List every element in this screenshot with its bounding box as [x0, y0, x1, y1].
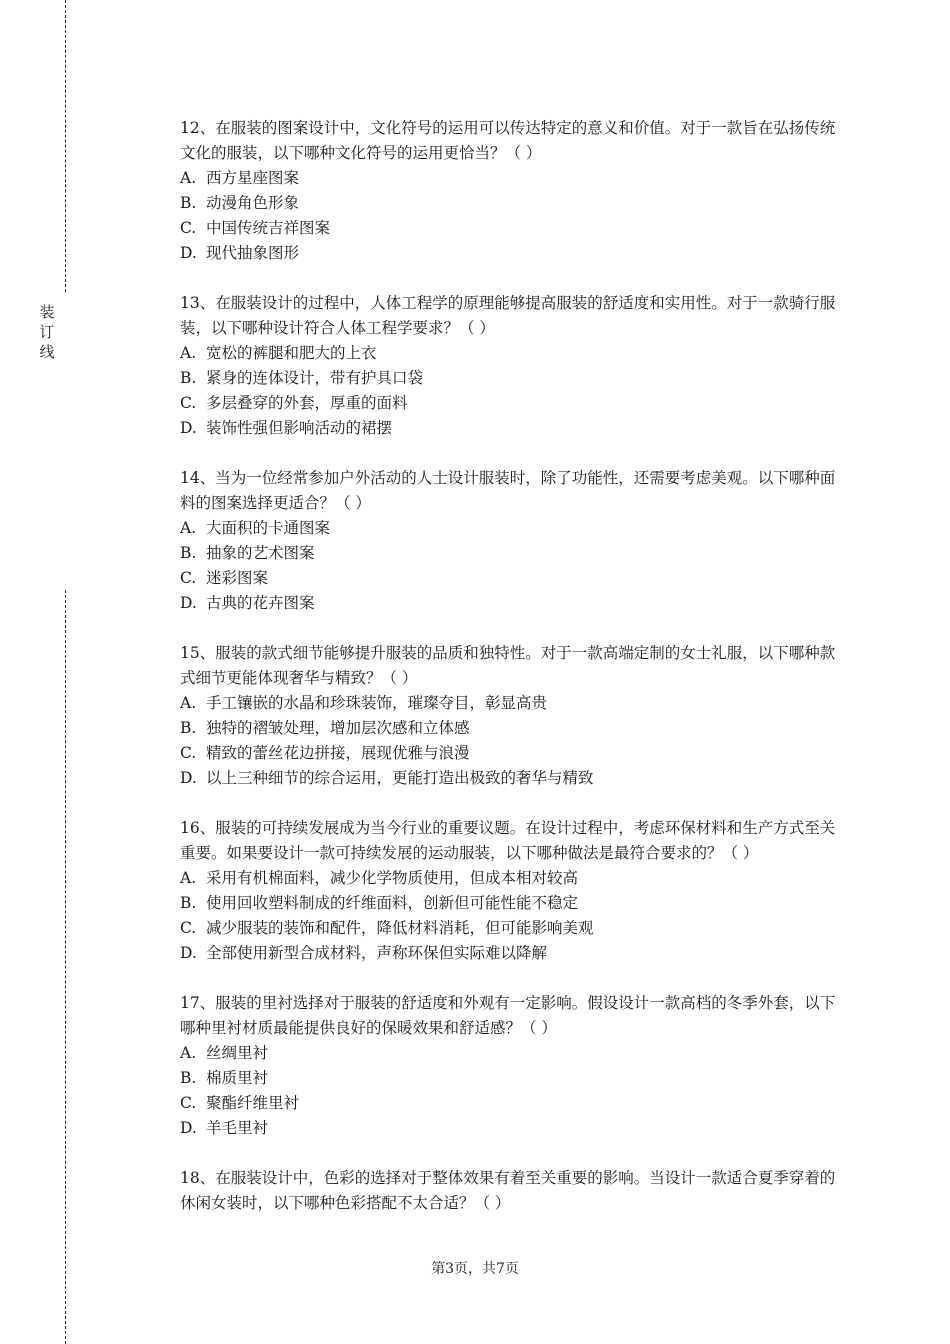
option-text: 棉质里衬	[206, 1069, 269, 1087]
option-key: C.	[180, 394, 197, 412]
option-text: 西方星座图案	[206, 169, 300, 187]
option-key: A.	[180, 344, 197, 362]
binding-label-char: 订	[39, 323, 55, 341]
option-d	[180, 1116, 845, 1141]
option-c	[180, 566, 845, 591]
option-text: 羊毛里衬	[206, 1119, 269, 1137]
option-c	[180, 916, 845, 941]
option-key: C.	[180, 919, 197, 937]
exam-content	[180, 116, 845, 1241]
option-key: D.	[180, 244, 197, 262]
binding-dashed-line-bottom	[65, 590, 66, 1344]
question-13	[180, 291, 845, 441]
option-text: 丝绸里衬	[206, 1044, 269, 1062]
question-12	[180, 116, 845, 266]
option-key: D.	[180, 769, 197, 787]
option-a	[180, 341, 845, 366]
option-key: A.	[180, 1044, 197, 1062]
option-key: B.	[180, 894, 197, 912]
option-key: B.	[180, 369, 197, 387]
option-b	[180, 541, 845, 566]
binding-label-char: 装	[39, 303, 55, 321]
option-c	[180, 391, 845, 416]
option-d	[180, 241, 845, 266]
option-text: 抽象的艺术图案	[206, 544, 315, 562]
option-a	[180, 866, 845, 891]
option-c	[180, 216, 845, 241]
option-b	[180, 366, 845, 391]
option-key: C.	[180, 744, 197, 762]
option-text: 紧身的连体设计，带有护具口袋	[206, 369, 424, 387]
option-a	[180, 691, 845, 716]
option-key: C.	[180, 219, 197, 237]
option-b	[180, 716, 845, 741]
binding-label-char: 线	[39, 343, 55, 361]
option-key: C.	[180, 1094, 197, 1112]
question-stem: 14、当为一位经常参加户外活动的人士设计服装时，除了功能性，还需要考虑美观。以下哪种面料的图案选择更适合？（ ）	[180, 469, 836, 512]
option-key: B.	[180, 544, 197, 562]
option-c	[180, 1091, 845, 1116]
option-text: 现代抽象图形	[206, 244, 300, 262]
option-b	[180, 1066, 845, 1091]
option-text: 采用有机棉面料，减少化学物质使用，但成本相对较高	[206, 869, 579, 887]
option-text: 迷彩图案	[206, 569, 269, 587]
binding-dashed-line-top	[65, 0, 66, 292]
option-key: B.	[180, 194, 197, 212]
option-d	[180, 416, 845, 441]
question-stem: 17、服装的里衬选择对于服装的舒适度和外观有一定影响。假设设计一款高档的冬季外套，以下哪种里衬材质最能提供良好的保暖效果和舒适感？（ ）	[180, 994, 836, 1037]
option-key: A.	[180, 519, 197, 537]
question-15	[180, 641, 845, 791]
option-text: 以上三种细节的综合运用，更能打造出极致的奢华与精致	[206, 769, 594, 787]
question-stem: 18、在服装设计中，色彩的选择对于整体效果有着至关重要的影响。当设计一款适合夏季穿着的休闲女装时，以下哪种色彩搭配不太合适？（ ）	[180, 1169, 836, 1212]
question-stem: 13、在服装设计的过程中，人体工程学的原理能够提高服装的舒适度和实用性。对于一款骑行服装，以下哪种设计符合人体工程学要求？（ ）	[180, 294, 836, 337]
option-text: 精致的蕾丝花边拼接，展现优雅与浪漫	[206, 744, 470, 762]
option-d	[180, 591, 845, 616]
option-d	[180, 941, 845, 966]
option-a	[180, 166, 845, 191]
option-c	[180, 741, 845, 766]
option-text: 大面积的卡通图案	[206, 519, 331, 537]
option-text: 多层叠穿的外套，厚重的面料	[206, 394, 408, 412]
option-text: 使用回收塑料制成的纤维面料，创新但可能性能不稳定	[206, 894, 579, 912]
option-text: 动漫角色形象	[206, 194, 300, 212]
option-b	[180, 191, 845, 216]
option-key: C.	[180, 569, 197, 587]
option-key: D.	[180, 944, 197, 962]
option-key: B.	[180, 1069, 197, 1087]
option-text: 装饰性强但影响活动的裙摆	[206, 419, 393, 437]
option-key: A.	[180, 869, 197, 887]
question-14	[180, 466, 845, 616]
page-number-footer: 第3页，共7页	[431, 1261, 519, 1277]
question-stem: 12、在服装的图案设计中，文化符号的运用可以传达特定的意义和价值。对于一款旨在弘扬传统文化的服装，以下哪种文化符号的运用更恰当？（ ）	[180, 119, 836, 162]
option-text: 全部使用新型合成材料，声称环保但实际难以降解	[206, 944, 548, 962]
option-key: D.	[180, 594, 197, 612]
option-key: B.	[180, 719, 197, 737]
option-text: 手工镶嵌的水晶和珍珠装饰，璀璨夺目，彰显高贵	[206, 694, 548, 712]
option-text: 独特的褶皱处理，增加层次感和立体感	[206, 719, 470, 737]
binding-line-label	[38, 302, 56, 362]
question-stem: 16、服装的可持续发展成为当今行业的重要议题。在设计过程中，考虑环保材料和生产方式至关重要。如果要设计一款可持续发展的运动服装，以下哪种做法是最符合要求的？（ ）	[180, 819, 836, 862]
option-text: 中国传统吉祥图案	[206, 219, 331, 237]
option-a	[180, 1041, 845, 1066]
option-b	[180, 891, 845, 916]
option-key: D.	[180, 419, 197, 437]
option-a	[180, 516, 845, 541]
option-text: 古典的花卉图案	[206, 594, 315, 612]
option-key: D.	[180, 1119, 197, 1137]
option-d	[180, 766, 845, 791]
option-key: A.	[180, 169, 197, 187]
question-16	[180, 816, 845, 966]
question-17	[180, 991, 845, 1141]
question-stem: 15、服装的款式细节能够提升服装的品质和独特性。对于一款高端定制的女士礼服，以下哪种款式细节更能体现奢华与精致？（ ）	[180, 644, 836, 687]
option-text: 减少服装的装饰和配件，降低材料消耗，但可能影响美观	[206, 919, 594, 937]
question-18	[180, 1166, 845, 1216]
option-text: 聚酯纤维里衬	[206, 1094, 300, 1112]
option-text: 宽松的裤腿和肥大的上衣	[206, 344, 377, 362]
option-key: A.	[180, 694, 197, 712]
